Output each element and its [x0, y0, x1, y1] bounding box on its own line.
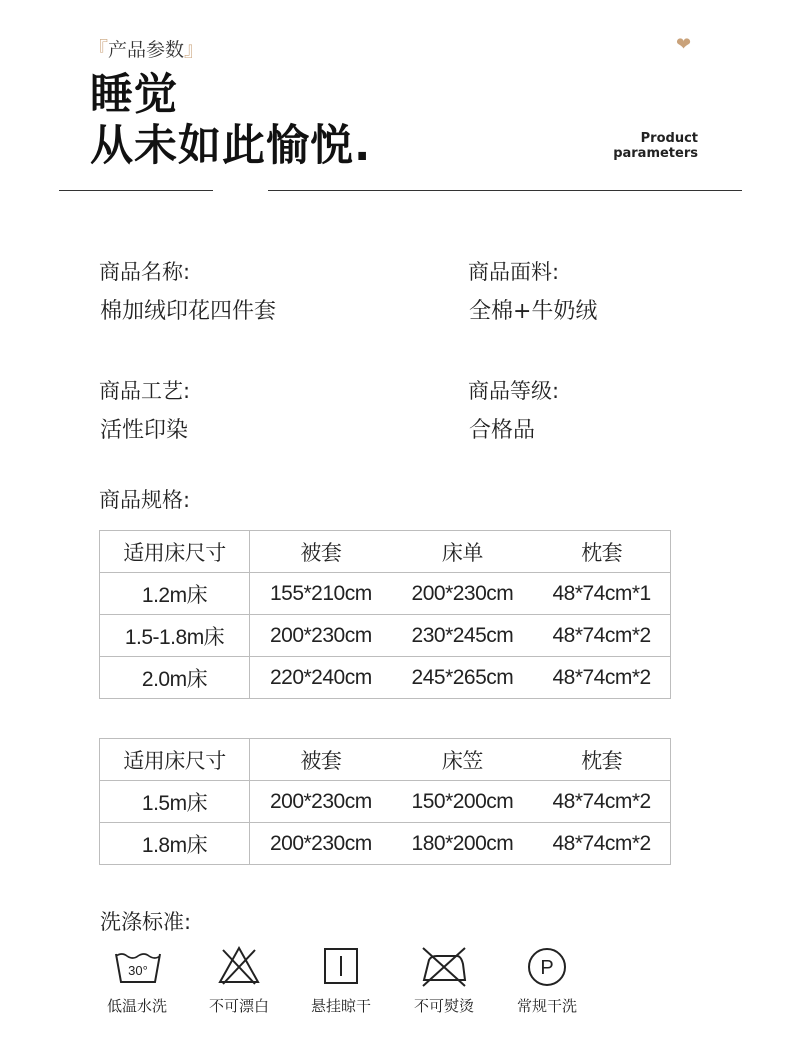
wash-30-icon [113, 946, 163, 990]
care-item-label: 悬挂晾干 [310, 997, 371, 1015]
no-bleach-icon [214, 944, 264, 988]
english-line2: parameters [613, 146, 698, 161]
grade-value: 合格品 [469, 418, 536, 443]
headline-line1: 睡觉 [90, 70, 178, 120]
table-cell: 1.2m床 [100, 573, 250, 615]
table-cell: 48*74cm*1 [533, 573, 670, 615]
grade-label: 商品等级: [468, 379, 560, 403]
table-row [100, 615, 671, 657]
table-cell: 200*230cm [250, 781, 392, 823]
wash-temp: 30° [128, 963, 148, 978]
table-cell: 1.8m床 [100, 823, 250, 865]
table-header-cell: 床笠 [392, 739, 533, 781]
craft-label: 商品工艺: [99, 379, 191, 403]
table-header-cell: 适用床尺寸 [100, 531, 250, 573]
care-item-label: 低温水洗 [106, 997, 167, 1015]
table-cell: 200*230cm [250, 615, 392, 657]
divider-right [268, 190, 742, 191]
english-subtitle [613, 131, 698, 161]
care-label: 洗涤标准: [100, 910, 192, 934]
table-cell: 48*74cm*2 [533, 615, 670, 657]
table-row [100, 573, 671, 615]
table-row [100, 657, 671, 699]
fabric-label: 商品面料: [468, 260, 560, 284]
table-header-cell: 被套 [250, 739, 392, 781]
table-cell: 48*74cm*2 [533, 823, 670, 865]
name-label: 商品名称: [99, 260, 191, 284]
headline-line2: 从未如此愉悦. [90, 121, 372, 171]
table-cell: 150*200cm [392, 781, 533, 823]
hang-dry-icon [316, 946, 366, 990]
care-item-label: 不可漂白 [208, 997, 269, 1015]
table-header-cell: 枕套 [533, 739, 670, 781]
dry-clean-symbol: P [540, 957, 554, 979]
spec-label: 商品规格: [99, 488, 191, 512]
heart-icon: ❤ [676, 34, 692, 55]
table-header-cell: 适用床尺寸 [100, 739, 250, 781]
table-cell: 48*74cm*2 [533, 657, 670, 699]
table-cell: 180*200cm [392, 823, 533, 865]
table-header-row [100, 531, 671, 573]
spec-table-1 [99, 530, 671, 699]
table-cell: 220*240cm [250, 657, 392, 699]
care-item-label: 不可熨烫 [413, 997, 474, 1015]
craft-value: 活性印染 [100, 418, 189, 443]
bracket-open: 『 [88, 37, 108, 61]
spec-table-2 [99, 738, 671, 865]
table-cell: 200*230cm [392, 573, 533, 615]
table-cell: 230*245cm [392, 615, 533, 657]
divider-left [59, 190, 213, 191]
table-header-cell: 被套 [250, 531, 392, 573]
table-cell: 2.0m床 [100, 657, 250, 699]
name-value: 棉加绒印花四件套 [100, 299, 277, 324]
section-label: 产品参数 [108, 39, 185, 61]
table-header-cell: 床单 [392, 531, 533, 573]
table-cell: 1.5m床 [100, 781, 250, 823]
care-item-label: 常规干洗 [516, 997, 577, 1015]
table-cell: 155*210cm [250, 573, 392, 615]
table-cell: 245*265cm [392, 657, 533, 699]
no-iron-icon [419, 944, 469, 988]
fabric-value: 全棉+牛奶绒 [469, 299, 598, 324]
table-header-cell: 枕套 [533, 531, 670, 573]
table-row [100, 781, 671, 823]
dry-clean-icon [522, 945, 572, 989]
table-cell: 48*74cm*2 [533, 781, 670, 823]
table-cell: 200*230cm [250, 823, 392, 865]
table-row [100, 823, 671, 865]
table-cell: 1.5-1.8m床 [100, 615, 250, 657]
english-line1: Product [640, 131, 698, 146]
bracket-close: 』 [184, 37, 205, 61]
section-tag [88, 33, 204, 62]
table-header-row [100, 739, 671, 781]
